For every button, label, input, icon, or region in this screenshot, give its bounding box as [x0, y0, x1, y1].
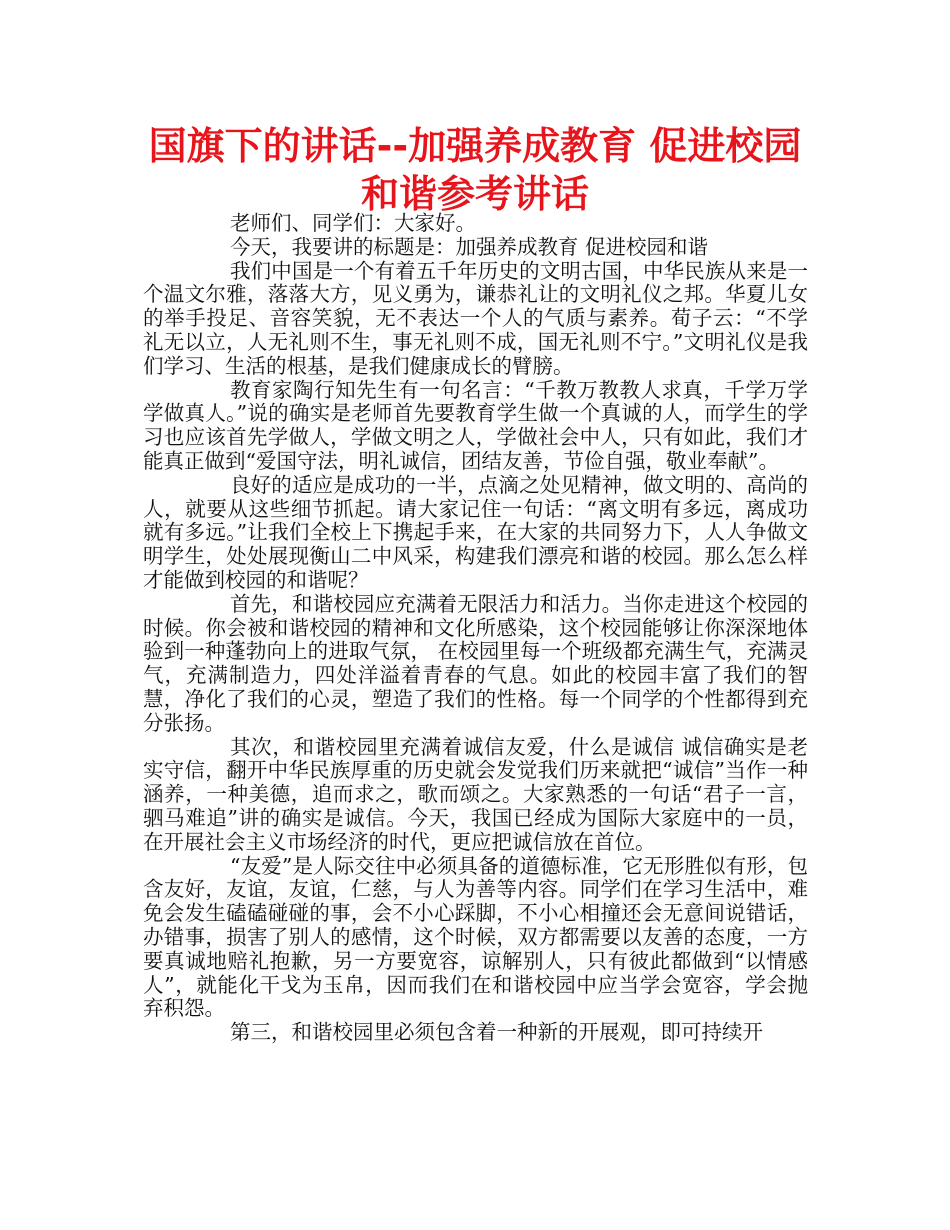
paragraph-friendship: “友爱”是人际交往中必须具备的道德标准，它无形胜似有形，包含友好，友谊，友谊，仁慈，与人为善等内容。同学们在学习生活中，难免会发生磕磕碰碰的事，会不小心踩脚，不小心相撞还会无意间说错话，办错事，损害了别人的感情，这个时候，双方都需要以友善的态度，一方要真诚地赔礼抱歉，另一方要宽容，谅解别人，只有彼此都做到“以情感人”，就能化干戈为玉帛，因而我们在和谐校园中应当学会宽容，学会抛弃积怨。	[143, 853, 808, 1021]
document-body	[143, 212, 808, 1045]
paragraph-greeting: 老师们、同学们：大家好。	[230, 211, 476, 235]
paragraph-tao-xingzhi: 教育家陶行知先生有一句名言：“千教万教教人求真，千学万学学做真人。”说的确实是老师首先要教育学生做一个真诚的人，而学生的学习也应该首先学做人，学做文明之人，学做社会中人，只有如此，我们才能真正做到“爱国守法，明礼诚信，团结友善，节俭自强，敬业奉献”。	[143, 377, 808, 473]
paragraph-civilization: 我们中国是一个有着五千年历史的文明古国，中华民族从来是一个温文尔雅，落落大方，见义勇为，谦恭礼让的文明礼仪之邦。华夏儿女的举手投足、音容笑貌，无不表达一个人的气质与素养。荀子云：“不学礼无以立，人无礼则不生，事无礼则不成，国无礼则不宁。”文明礼仪是我们学习、生活的根基，是我们健康成长的臂膀。	[143, 258, 808, 378]
paragraph-vitality: 首先，和谐校园应充满着无限活力和活力。当你走进这个校园的时候。你会被和谐校园的精神和文化所感染，这个校园能够让你深深地体验到一种蓬勃向上的进取气氛， 在校园里每一个班级都充满生气，充满灵气，充满制造力，四处洋溢着青春的气息。如此的校园丰富了我们的智慧，净化了我们的心灵，塑造了我们的性格。每一个同学的个性都得到充分张扬。	[143, 591, 808, 735]
paragraph-details: 良好的适应是成功的一半，点滴之处见精神，做文明的、高尚的人，就要从这些细节抓起。请大家记住一句话：“离文明有多远，离成功就有多远。”让我们全校上下携起手来，在大家的共同努力下，人人争做文明学生，处处展现衡山二中风采，构建我们漂亮和谐的校园。那么怎么样才能做到校园的和谐呢？	[143, 472, 808, 592]
paragraph-development: 第三，和谐校园里必须包含着一种新的开展观，即可持续开	[230, 1020, 763, 1045]
paragraph-integrity: 其次，和谐校园里充满着诚信友爱，什么是诚信 诚信确实是老实守信，翻开中华民族厚重的历史就会发觉我们历来就把“诚信”当作一种涵养，一种美德，追而求之，歌而颂之。大家熟悉的一句话“君子一言，驷马难追”讲的确实是诚信。今天，我国已经成为国际大家庭中的一员，在开展社会主义市场经济的时代，更应把诚信放在首位。	[143, 734, 808, 854]
paragraph-topic: 今天，我要讲的标题是：加强养成教育 促进校园和谐	[230, 234, 709, 259]
document-title: 国旗下的讲话--加强养成教育 促进校园和谐参考讲话	[148, 124, 802, 216]
